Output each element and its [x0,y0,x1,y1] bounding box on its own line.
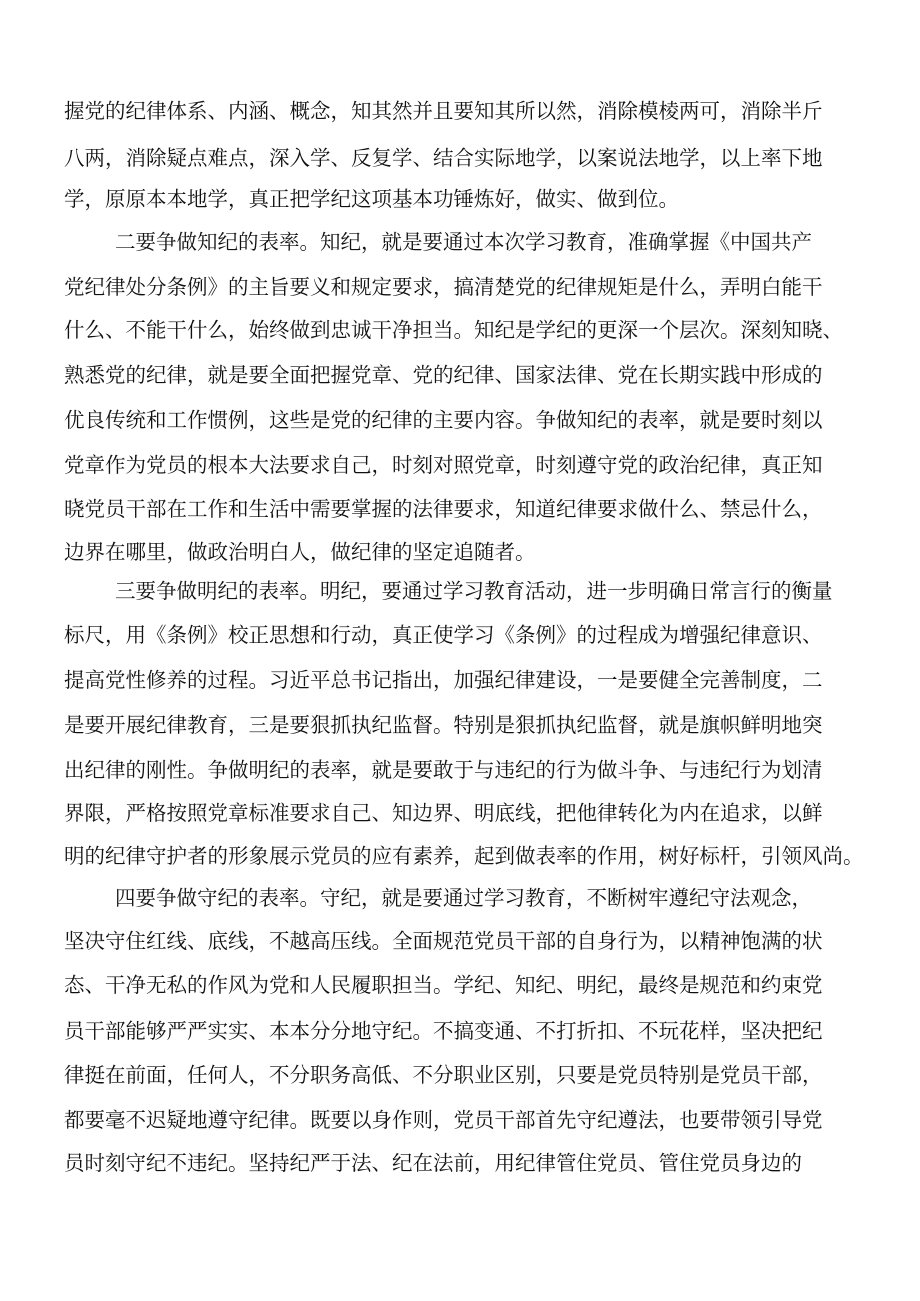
text-line: 边界在哪里，做政治明白人，做纪律的坚定追随者。 [64,540,536,564]
text-line: 明的纪律守护者的形象展示党员的应有素养，起到做表率的作用，树好标杆，引领风尚。 [64,844,864,868]
text-line: 提高党性修养的过程。习近平总书记指出，加强纪律建设，一是要健全完善制度，二 [64,668,823,692]
text-line: 八两，消除疑点难点，深入学、反复学、结合实际地学，以案说法地学，以上率下地 [64,146,823,170]
text-line: 是要开展纪律教育，三是要狠抓执纪监督。特别是狠抓执纪监督，就是旗帜鲜明地突 [64,713,823,737]
text-line: 二要争做知纪的表率。知纪，就是要通过本次学习教育，准确掌握《中国共产 [115,230,812,254]
text-line: 党纪律处分条例》的主旨要义和规定要求，搞清楚党的纪律规矩是什么，弄明白能干 [64,275,823,299]
text-line: 坚决守住红线、底线，不越高压线。全面规范党员干部的自身行为，以精神饱满的状 [64,929,823,953]
text-line: 出纪律的刚性。争做明纪的表率，就是要敢于与违纪的行为做斗争、与违纪行为划清 [64,758,823,782]
text-line: 三要争做明纪的表率。明纪，要通过学习教育活动，进一步明确日常言行的衡量 [115,579,833,603]
text-line: 界限，严格按照党章标准要求自己、知边界、明底线，把他律转化为内在追求，以鲜 [64,801,823,825]
text-line: 什么、不能干什么，始终做到忠诚干净担当。知纪是学纪的更深一个层次。深刻知晓、 [64,318,843,342]
text-line: 晓党员干部在工作和生活中需要掌握的法律要求，知道纪律要求做什么、禁忌什么， [64,497,823,521]
text-line: 握党的纪律体系、内涵、概念，知其然并且要知其所以然，消除模棱两可，消除半斤 [64,99,823,123]
text-line: 熟悉党的纪律，就是要全面把握党章、党的纪律、国家法律、党在长期实践中形成的 [64,363,823,387]
text-line: 党章作为党员的根本大法要求自己，时刻对照党章，时刻遵守党的政治纪律，真正知 [64,453,823,477]
text-line: 学，原原本本地学，真正把学纪这项基本功锤炼好，做实、做到位。 [64,187,679,211]
text-line: 员时刻守纪不违纪。坚持纪严于法、纪在法前，用纪律管住党员、管住党员身边的 [64,1151,802,1175]
text-line: 优良传统和工作惯例，这些是党的纪律的主要内容。争做知纪的表率，就是要时刻以 [64,408,823,432]
text-line: 标尺，用《条例》校正思想和行动，真正使学习《条例》的过程成为增强纪律意识、 [64,623,823,647]
text-line: 都要毫不迟疑地遵守纪律。既要以身作则，党员干部首先守纪遵法，也要带领引导党 [64,1108,823,1132]
text-line: 律挺在前面，任何人，不分职务高低、不分职业区别，只要是党员特别是党员干部， [64,1063,823,1087]
text-line: 四要争做守纪的表率。守纪，就是要通过学习教育，不断树牢遵纪守法观念， [115,886,812,910]
text-line: 态、干净无私的作风为党和人民履职担当。学纪、知纪、明纪，最终是规范和约束党 [64,973,823,997]
text-line: 员干部能够严严实实、本本分分地守纪。不搞变通、不打折扣、不玩花样，坚决把纪 [64,1019,823,1043]
